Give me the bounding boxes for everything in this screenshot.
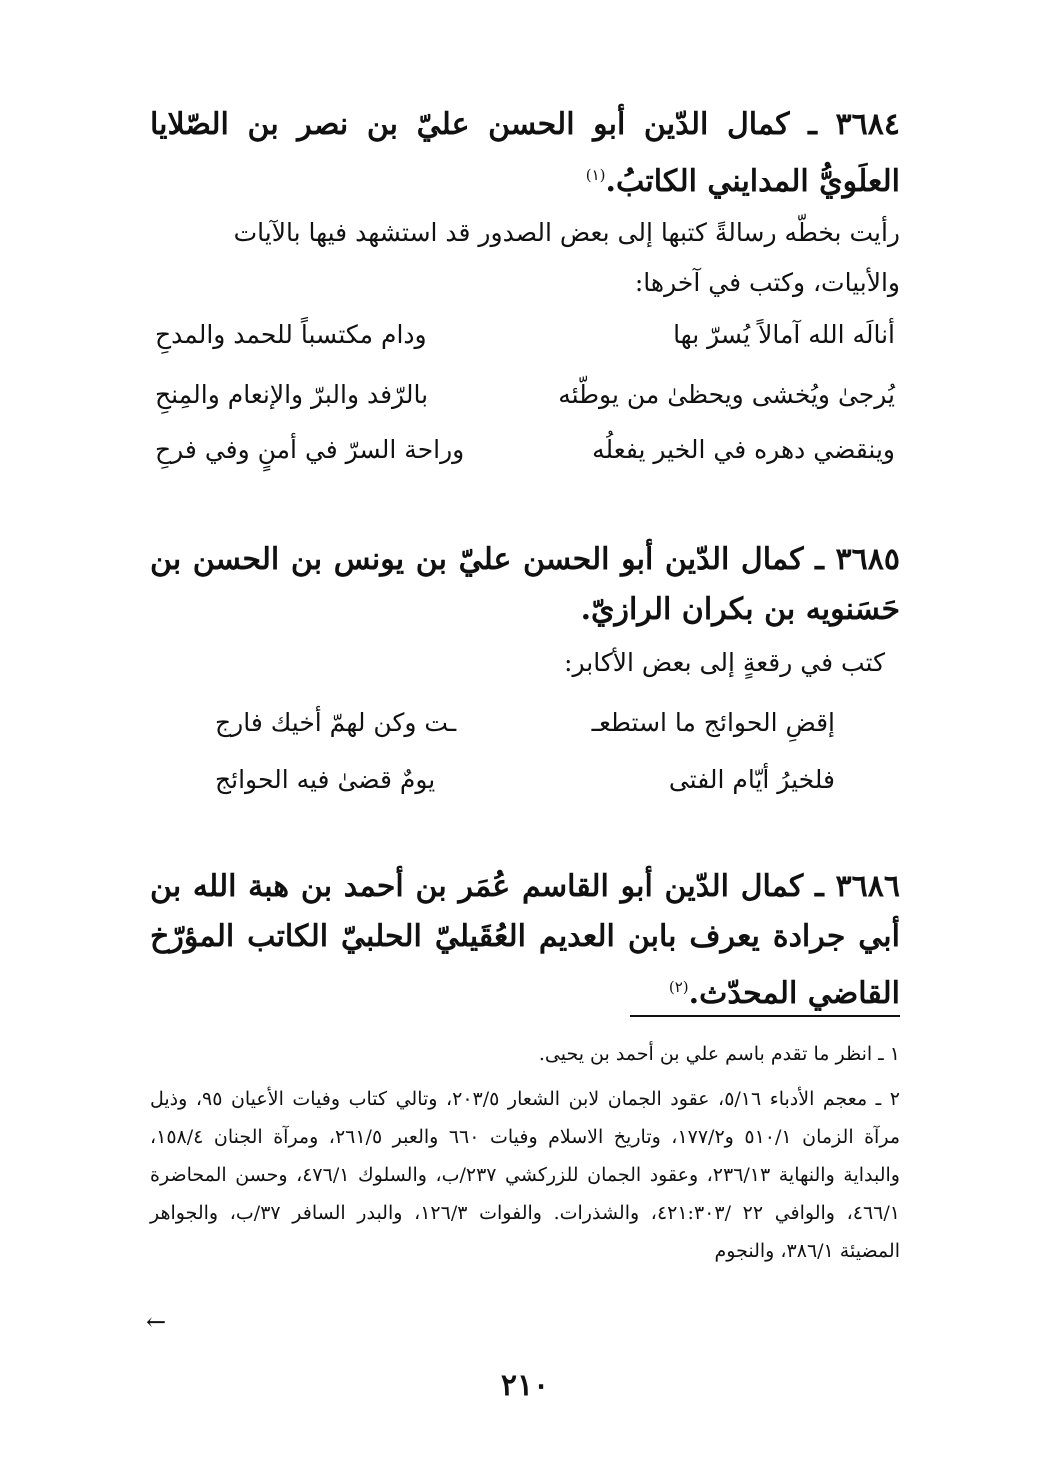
footnote-ref-1[interactable]: (١) <box>585 166 606 184</box>
verse-second-hemistich: ودام مكتسباً للحمد والمدحِ <box>155 320 427 349</box>
verse-second-hemistich: يومٌ قضىٰ فيه الحوائج <box>215 765 436 794</box>
entry-heading-3685: ٣٦٨٥ ـ كمال الدّين أبو الحسن عليّ بن يونس بن الحسن بن حَسَنويه بن بكران الرازيّ. <box>150 542 900 627</box>
entry-heading-3684: ٣٦٨٤ ـ كمال الدّين أبو الحسن عليّ بن نصر بن الصّلايا العلَويُّ المدايني الكاتبُ.$^{(١)}$ <box>150 107 900 199</box>
verse-second-hemistich: ـت وكن لهمّ أخيك فارج <box>215 708 457 737</box>
entry-intro-3684: رأيت بخطّه رسالةً كتبها إلى بعض الصدور قد استشهد فيها بالآيات والأبيات، وكتب في آخرها: <box>233 218 900 297</box>
entry-intro-3685: كتب في رقعةٍ إلى بعض الأكابر: <box>564 648 885 677</box>
verse-line <box>155 698 895 748</box>
footnote-ref-2[interactable]: (٢) <box>668 978 689 996</box>
verse-second-hemistich: وراحة السرّ في أمنٍ وفي فرحِ <box>155 435 465 464</box>
verse-first-hemistich: وينقضي دهره في الخير يفعلُه <box>592 435 895 464</box>
footnote-2: ٢ ـ معجم الأدباء ٥/١٦، عقود الجمان لابن الشعار ٢٠٣/٥، وتالي كتاب وفيات الأعيان ٩٥، وذيل مرآة الزمان ٥١٠/١ و١٧٧/٢، وتاريخ الاسلام وفيات ٦٦٠ والعبر ٢٦١/٥، ومرآة الجنان ١٥٨/٤، والبداية والنهاية ٢٣٦/١٣، وعقود الجمان للزركشي ٢٣٧/ب، والسلوك ٤٧٦/١، وحسن المحاضرة ٤٦٦/١، والوافي ٢٢ /٤٢١:٣٠٣، والشذرات. والفوات ١٢٦/٣، والبدر السافر ٣٧/ب، والجواهر المضيئة ٣٨٦/١، والنجوم <box>150 1088 901 1262</box>
verse-first-hemistich: يُرجىٰ ويُخشى ويحظىٰ من يوطّئه <box>558 380 895 409</box>
verse-line <box>155 310 895 360</box>
verse-first-hemistich: أنالَه الله آمالاً يُسرّ بها <box>673 320 895 349</box>
verse-line <box>155 370 895 420</box>
continue-arrow-icon: ← <box>146 1308 167 1336</box>
verse-line <box>155 425 895 475</box>
entry-heading-3686: ٣٦٨٦ ـ كمال الدّين أبو القاسم عُمَر بن أحمد بن هبة الله بن أبي جرادة يعرف بابن العديم العُقَيليّ الحلبيّ الكاتب المؤرّخ القاضي المحدّث.$^{(٢)}$ <box>150 869 900 1011</box>
verse-first-hemistich: إقضِ الحوائج ما استطعـ <box>591 708 835 737</box>
verse-first-hemistich: فلخيرُ أيّام الفتى <box>668 765 835 794</box>
page-number: ٢١٠ <box>500 1368 550 1403</box>
footnote-separator <box>630 1015 900 1017</box>
verse-second-hemistich: بالرّفد والبرّ والإنعام والمِنحِ <box>155 380 429 409</box>
verse-line <box>155 755 895 805</box>
footnote-1: ١ ـ انظر ما تقدم باسم علي بن أحمد بن يحيى. <box>538 1043 900 1065</box>
